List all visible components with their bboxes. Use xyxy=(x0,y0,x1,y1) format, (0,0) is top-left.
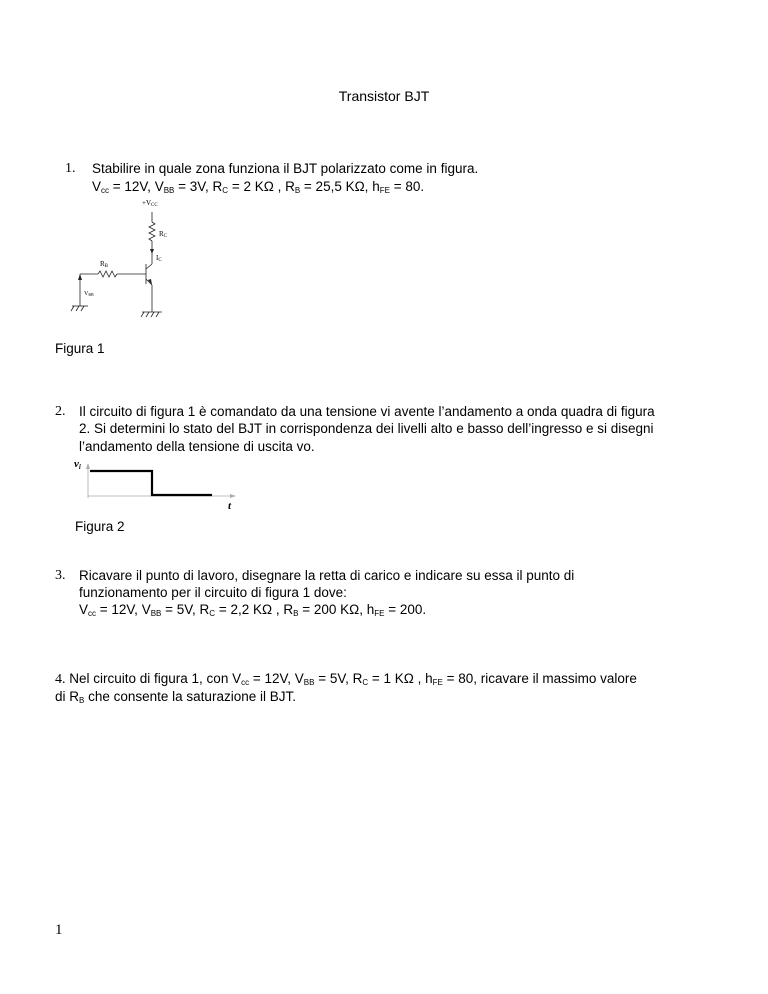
page-number: 1 xyxy=(55,922,63,938)
q2-line-3: l’andamento della tensione di uscita vo. xyxy=(79,439,315,454)
square-wave-graph xyxy=(70,458,245,510)
figure-1-caption: Figura 1 xyxy=(55,341,105,356)
svg-text:IC: IC xyxy=(156,254,162,263)
page-title: Transistor BJT xyxy=(338,88,430,104)
vbb-arrow-icon xyxy=(78,274,82,280)
x-axis-arrow-icon xyxy=(230,494,236,498)
svg-text:VBB: VBB xyxy=(84,291,94,297)
q3-number: 3. xyxy=(55,568,66,583)
circuit-diagram xyxy=(70,194,185,324)
figure-2-caption: Figura 2 xyxy=(75,519,125,534)
svg-text:RC: RC xyxy=(159,230,168,239)
q4-line-1: 4. Nel circuito di figura 1, con $V_{cc} = 12V$, $V_{BB} = 5V$, $R_C = 1$ KΩ , $h_{FE} = 80$, ricavare il massimo valore xyxy=(55,671,637,687)
svg-text:t: t xyxy=(228,500,232,510)
q1-text: Stabilire in quale zona funziona il BJT polarizzato come in figura. xyxy=(92,161,479,176)
q2-number: 2. xyxy=(55,404,66,419)
y-axis-arrow-icon xyxy=(86,463,90,469)
q4-line-2: di $R_B$ che consente la saturazione il BJT. xyxy=(55,689,296,705)
q1-params: $V_{cc} = 12V$, $V_{BB} = 3V$, $R_C = 2$ KΩ , $R_B = 25,5$ KΩ, $h_{FE} = 80$. xyxy=(92,179,425,195)
q2-line-2: 2. Si determini lo stato del BJT in corrispondenza dei livelli alto e basso dell’ingresso e si disegni xyxy=(79,421,654,436)
q3-line-2: funzionamento per il circuito di figura 1 dove: xyxy=(79,585,347,600)
q3-params: $V_{cc} = 12V$, $V_{BB} = 5V$, $R_C = 2,2$ KΩ , $R_B = 200$ KΩ, $h_{FE} = 200$. xyxy=(79,602,427,618)
svg-text:RB: RB xyxy=(100,260,109,269)
q3-line-1: Ricavare il punto di lavoro, disegnare la retta di carico e indicare su essa il punto di xyxy=(79,568,575,583)
q1-number: 1. xyxy=(65,161,76,176)
svg-text:vi: vi xyxy=(74,458,81,471)
q2-line-1: Il circuito di figura 1 è comandato da una tensione vi avente l’andamento a onda quadra di figura xyxy=(79,404,655,419)
ic-arrow-icon xyxy=(150,249,154,254)
svg-text:+VCC: +VCC xyxy=(142,199,158,208)
